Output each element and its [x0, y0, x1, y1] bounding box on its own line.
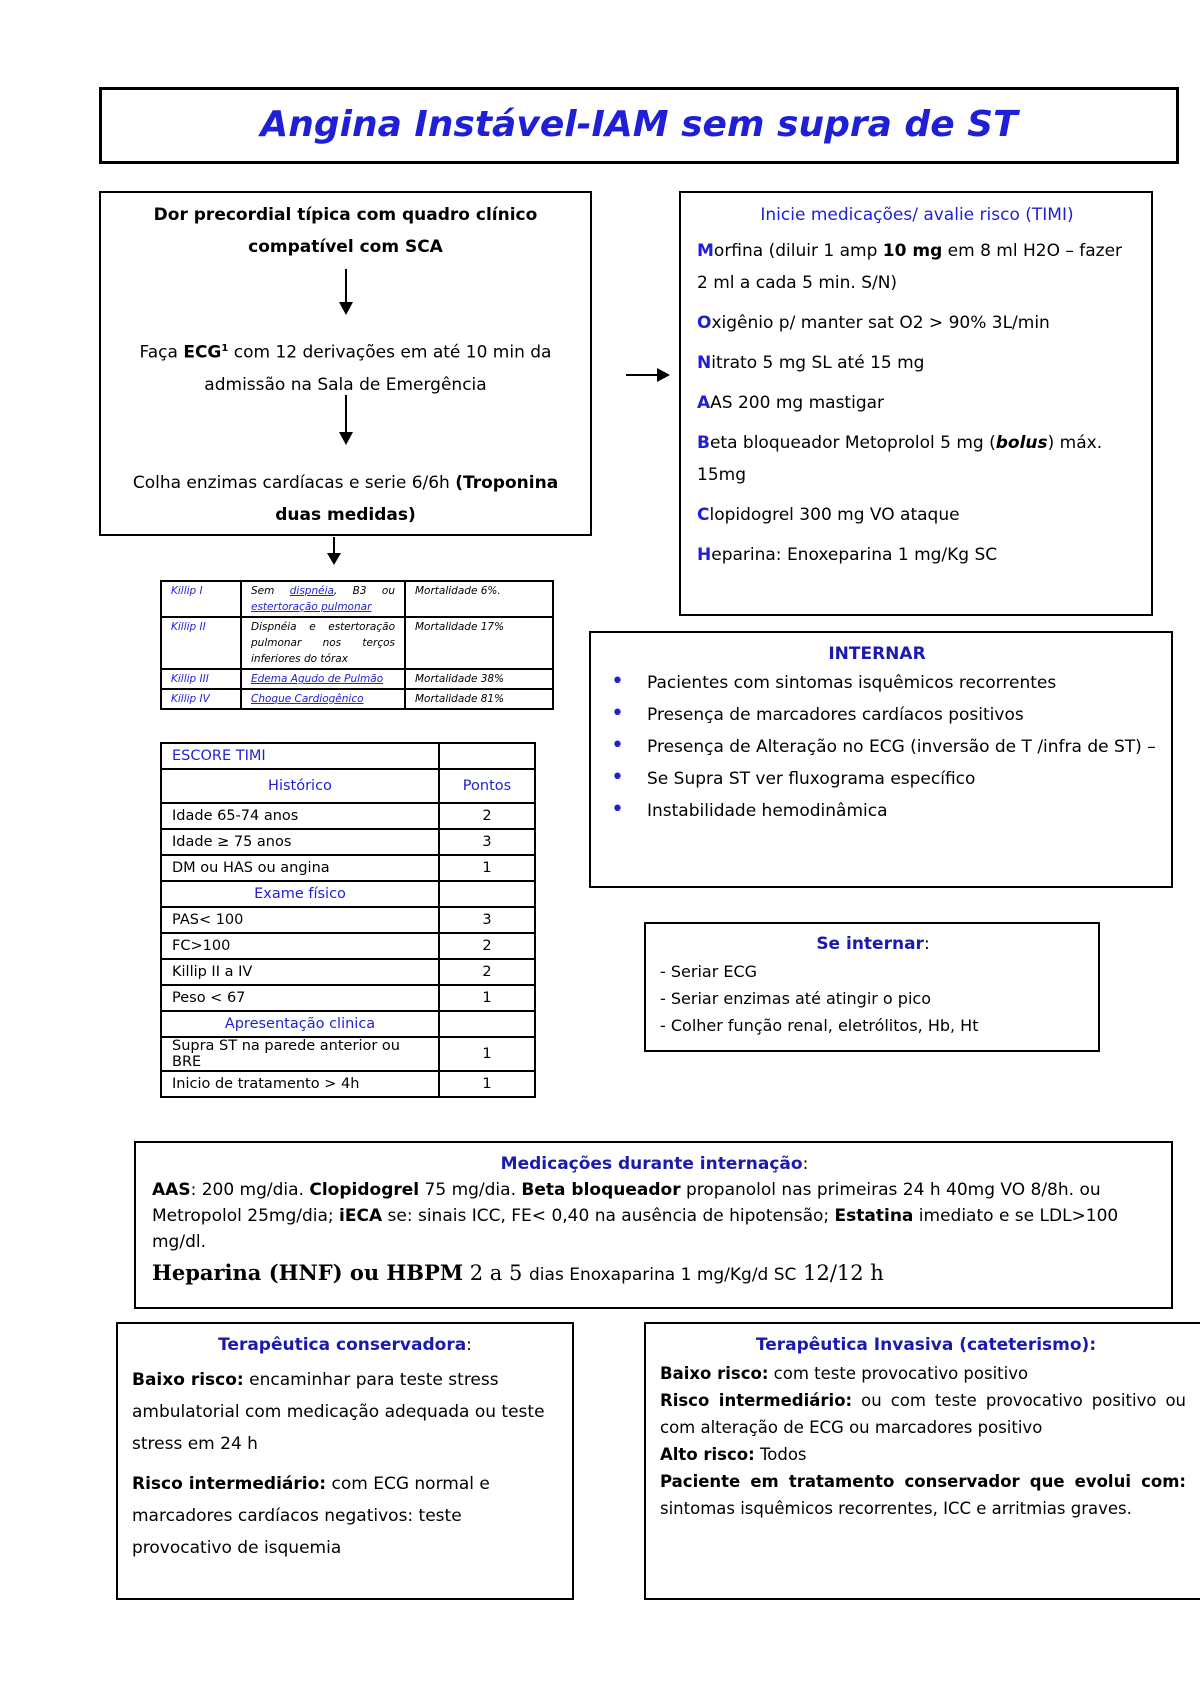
internacao-text: AAS: 200 mg/dia. Clopidogrel 75 mg/dia. Beta bloqueador propanolol nas primeiras 24 h 40mg VO 8/8h. ou Metropolol 25mg/dia; iECA se: sinais ICC, FE< 0,40 na ausência de hipotensão; Estatina imediato e se LDL>100 mg/dl. — [152, 1180, 1119, 1252]
timi-points: 2 — [439, 933, 535, 959]
invasiva-box — [644, 1322, 1200, 1600]
killip-row — [161, 617, 553, 669]
timi-points — [439, 881, 535, 907]
page-title: Angina Instável-IAM sem supra de ST — [99, 87, 1179, 164]
killip-class: Killip III — [161, 669, 241, 689]
se-internar-box — [644, 922, 1100, 1052]
diagnosis-flow-box — [99, 191, 592, 536]
heparina-line: Heparina (HNF) ou HBPM 2 a 5 dias Enoxaparina 1 mg/Kg/d SC 12/12 h — [152, 1260, 884, 1285]
invasiva-heading: Terapêutica Invasiva (cateterismo): — [755, 1335, 1097, 1355]
timi-label: PAS< 100 — [161, 907, 439, 933]
timi-section-row — [161, 1011, 535, 1037]
timi-section-row — [161, 881, 535, 907]
killip-description: Sem dispnéia, B3 ou estertoração pulmonar — [241, 581, 405, 617]
se-internar-item: - Colher função renal, eletrólitos, Hb, Ht — [660, 1016, 979, 1035]
timi-label: Peso < 67 — [161, 985, 439, 1011]
internar-list — [597, 667, 1157, 827]
medication-item: Clopidogrel 300 mg VO ataque — [697, 505, 960, 525]
killip-class: Killip IV — [161, 689, 241, 709]
timi-title: ESCORE TIMI — [161, 743, 439, 769]
timi-label: Idade ≥ 75 anos — [161, 829, 439, 855]
killip-mortality: Mortalidade 38% — [405, 669, 553, 689]
medications-heading: Inicie medicações/ avalie risco (TIMI) — [760, 205, 1074, 225]
killip-mortality: Mortalidade 6%. — [405, 581, 553, 617]
flow-arrow-3 — [333, 537, 335, 563]
flow-arrow-right — [626, 374, 668, 376]
killip-link[interactable]: Edema Agudo de Pulmão — [251, 673, 384, 685]
timi-points: 1 — [439, 985, 535, 1011]
internacao-meds-box — [134, 1141, 1173, 1309]
timi-row — [161, 933, 535, 959]
killip-table — [160, 580, 554, 710]
timi-row — [161, 907, 535, 933]
timi-row — [161, 803, 535, 829]
internar-item: • Instabilidade hemodinâmica — [597, 795, 1157, 827]
medication-item: Beta bloqueador Metoprolol 5 mg (bolus) máx. 15mg — [697, 433, 1103, 485]
flow-step-1: Dor precordial típica com quadro clínico compatível com SCA — [153, 205, 538, 257]
timi-label: Apresentação clinica — [161, 1011, 439, 1037]
timi-label: FC>100 — [161, 933, 439, 959]
killip-link[interactable]: estertoração pulmonar — [251, 601, 372, 613]
timi-row — [161, 959, 535, 985]
medication-item: Morfina (diluir 1 amp 10 mg em 8 ml H2O – fazer 2 ml a cada 5 min. S/N) — [697, 241, 1123, 293]
timi-label: Exame físico — [161, 881, 439, 907]
timi-row — [161, 855, 535, 881]
timi-label: Idade 65-74 anos — [161, 803, 439, 829]
timi-points: 1 — [439, 1071, 535, 1097]
se-internar-item: - Seriar enzimas até atingir o pico — [660, 989, 931, 1008]
timi-row — [161, 829, 535, 855]
timi-row — [161, 1037, 535, 1071]
se-internar-heading: Se internar: — [816, 934, 930, 954]
killip-class: Killip II — [161, 617, 241, 669]
internar-item: • Presença de Alteração no ECG (inversão de T /infra de ST) – — [597, 731, 1157, 763]
conservadora-baixo: Baixo risco: encaminhar para teste stress ambulatorial com medicação adequada ou teste stress em 24 h — [132, 1370, 545, 1454]
timi-points: 1 — [439, 1037, 535, 1071]
killip-row — [161, 581, 553, 617]
invasiva-text: Baixo risco: com teste provocativo positivo Risco intermediário: ou com teste provocativo positivo ou com alteração de ECG ou marcadores positivo Alto risco: Todos Paciente em tratamento conservador que evolui com: sintomas isquêmicos recorrentes, ICC e arritmias graves. — [660, 1364, 1186, 1518]
flow-arrow-1 — [345, 269, 347, 313]
killip-link[interactable]: dispnéia — [289, 585, 334, 597]
internar-item: • Se Supra ST ver fluxograma específico — [597, 763, 1157, 795]
flow-step-2: Faça ECG$^1$ com 12 derivações em até 10 min da admissão na Sala de Emergência — [139, 342, 552, 395]
timi-label: DM ou HAS ou angina — [161, 855, 439, 881]
timi-row — [161, 985, 535, 1011]
timi-points: 2 — [439, 803, 535, 829]
timi-label: Killip II a IV — [161, 959, 439, 985]
timi-col-historico: Histórico — [161, 769, 439, 803]
flow-step-3: Colha enzimas cardíacas e serie 6/6h (Troponina duas medidas) — [132, 473, 559, 525]
timi-row — [161, 1071, 535, 1097]
timi-title-blank — [439, 743, 535, 769]
medications-list — [697, 235, 1137, 571]
timi-points: 2 — [439, 959, 535, 985]
se-internar-list — [660, 958, 1086, 1039]
medication-item: Oxigênio p/ manter sat O2 > 90% 3L/min — [697, 313, 1050, 333]
killip-mortality: Mortalidade 81% — [405, 689, 553, 709]
conservadora-intermediario: Risco intermediário: com ECG normal e marcadores cardíacos negativos: teste provocativo de isquemia — [132, 1474, 490, 1558]
timi-points: 3 — [439, 829, 535, 855]
killip-link[interactable]: Choque Cardiogênico — [251, 693, 364, 705]
killip-description: Dispnéia e estertoração pulmonar nos terços inferiores do tórax — [241, 617, 405, 669]
killip-row — [161, 669, 553, 689]
medication-item: AAS 200 mg mastigar — [697, 393, 885, 413]
internar-box — [589, 631, 1173, 888]
conservadora-heading: Terapêutica conservadora: — [218, 1335, 472, 1355]
timi-label: Inicio de tratamento > 4h — [161, 1071, 439, 1097]
timi-points: 3 — [439, 907, 535, 933]
medication-item: Heparina: Enoxeparina 1 mg/Kg SC — [697, 545, 998, 565]
killip-class: Killip I — [161, 581, 241, 617]
internar-item: • Pacientes com sintomas isquêmicos recorrentes — [597, 667, 1157, 699]
initial-medications-box — [679, 191, 1153, 616]
timi-points — [439, 1011, 535, 1037]
timi-score-table — [160, 742, 536, 1098]
internar-item: • Presença de marcadores cardíacos positivos — [597, 699, 1157, 731]
medication-item: Nitrato 5 mg SL até 15 mg — [697, 353, 925, 373]
conservadora-box — [116, 1322, 574, 1600]
killip-description — [241, 669, 405, 689]
timi-points: 1 — [439, 855, 535, 881]
killip-mortality: Mortalidade 17% — [405, 617, 553, 669]
se-internar-item: - Seriar ECG — [660, 962, 758, 981]
internar-heading: INTERNAR — [828, 644, 926, 664]
killip-row — [161, 689, 553, 709]
timi-col-pontos: Pontos — [439, 769, 535, 803]
timi-label: Supra ST na parede anterior ou BRE — [161, 1037, 439, 1071]
flow-arrow-2 — [345, 395, 347, 443]
killip-description — [241, 689, 405, 709]
internacao-heading: Medicações durante internação: — [500, 1154, 809, 1174]
